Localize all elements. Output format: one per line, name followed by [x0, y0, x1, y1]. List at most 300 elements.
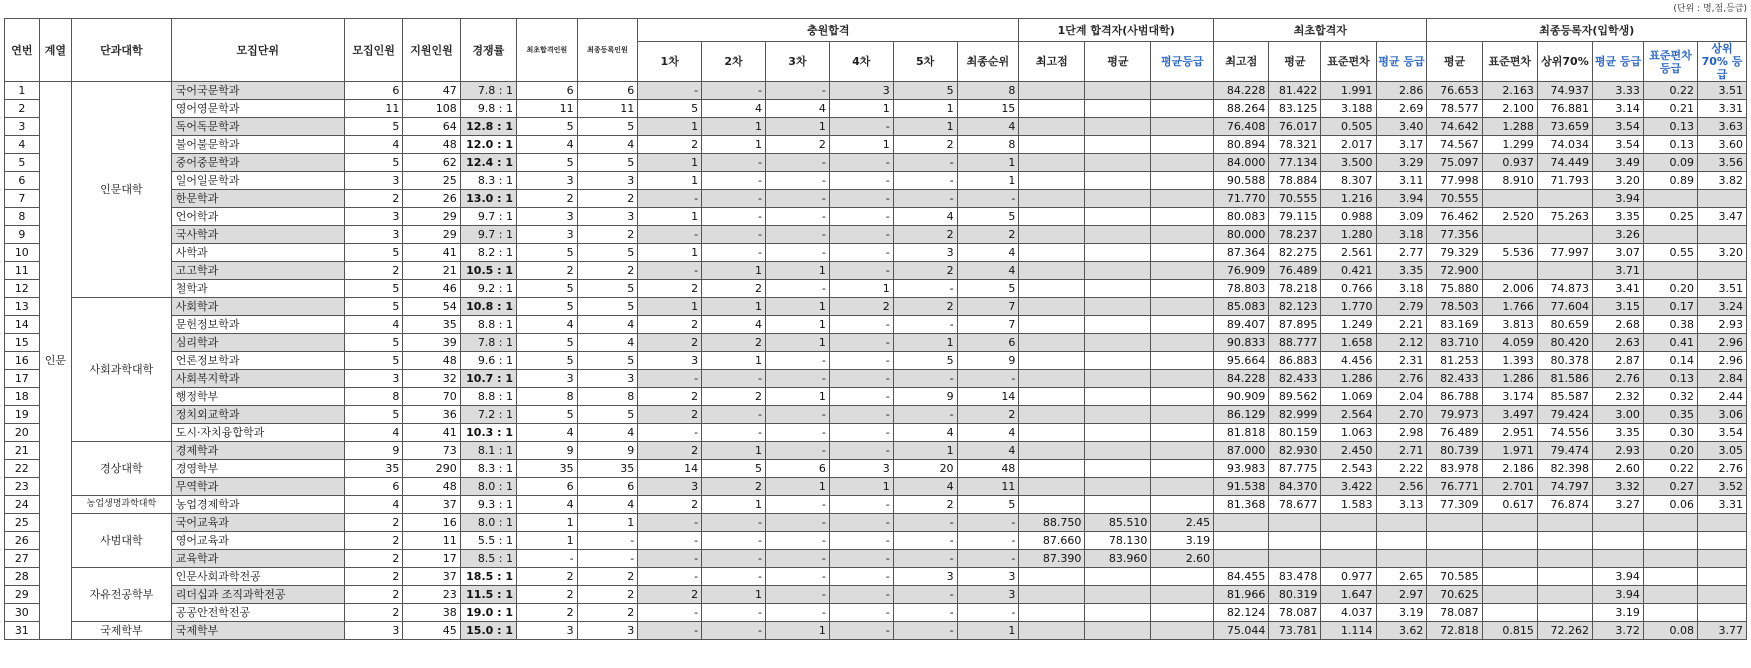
- f-p70-grade: 3.77: [1698, 622, 1747, 640]
- f-std-grade: 0.13: [1643, 118, 1697, 136]
- supp-4: -: [829, 406, 893, 424]
- supp-final: 9: [957, 352, 1019, 370]
- applicants: 47: [403, 82, 460, 100]
- supp-final: 3: [957, 568, 1019, 586]
- s1-max: [1019, 424, 1085, 442]
- i-grade: 3.19: [1376, 604, 1427, 622]
- header-s1-grade: 평균등급: [1151, 42, 1214, 82]
- i-std: [1321, 550, 1376, 568]
- supp-3: 1: [765, 298, 829, 316]
- supp-final: 4: [957, 424, 1019, 442]
- applicants: 54: [403, 298, 460, 316]
- s1-grade: [1151, 370, 1214, 388]
- applicants: 73: [403, 442, 460, 460]
- f-std: 4.059: [1482, 334, 1537, 352]
- i-grade: [1376, 532, 1427, 550]
- s1-grade: [1151, 586, 1214, 604]
- s1-max: [1019, 82, 1085, 100]
- final-reg: 4: [577, 496, 638, 514]
- f-avg: 78.503: [1427, 298, 1482, 316]
- i-max: 84.000: [1214, 154, 1269, 172]
- row-no: 8: [5, 208, 40, 226]
- s1-avg: [1085, 316, 1151, 334]
- supp-final: 3: [957, 586, 1019, 604]
- i-std: 1.286: [1321, 370, 1376, 388]
- applicants: 108: [403, 100, 460, 118]
- supp-4: -: [829, 586, 893, 604]
- f-std-grade: 0.35: [1643, 406, 1697, 424]
- header-supp-1: 1차: [638, 42, 702, 82]
- i-max: 90.909: [1214, 388, 1269, 406]
- row-no: 14: [5, 316, 40, 334]
- f-p70: 74.034: [1537, 136, 1592, 154]
- row-no: 22: [5, 460, 40, 478]
- supp-5: 2: [893, 298, 957, 316]
- table-row: [5, 370, 1747, 388]
- f-grade: 3.26: [1593, 226, 1644, 244]
- i-avg: 78.237: [1269, 226, 1321, 244]
- college-label: 농업생명과학대학: [72, 496, 172, 514]
- dept-name: 사학과: [171, 244, 344, 262]
- applicants: 29: [403, 226, 460, 244]
- quota: 5: [344, 118, 402, 136]
- supp-3: -: [765, 550, 829, 568]
- f-grade: 3.27: [1593, 496, 1644, 514]
- dept-name: 영어영문학과: [171, 100, 344, 118]
- i-grade: [1376, 514, 1427, 532]
- row-no: 27: [5, 550, 40, 568]
- supp-5: 2: [893, 496, 957, 514]
- s1-avg: [1085, 82, 1151, 100]
- i-std: 3.188: [1321, 100, 1376, 118]
- first-pass: 3: [517, 370, 578, 388]
- f-p70: 80.659: [1537, 316, 1592, 334]
- i-grade: 3.11: [1376, 172, 1427, 190]
- supp-1: 2: [638, 316, 702, 334]
- supp-3: 1: [765, 478, 829, 496]
- first-pass: 3: [517, 208, 578, 226]
- applicants: 46: [403, 280, 460, 298]
- supp-2: 2: [702, 388, 766, 406]
- first-pass: 8: [517, 388, 578, 406]
- supp-4: 1: [829, 100, 893, 118]
- s1-avg: [1085, 388, 1151, 406]
- header-init: 최초합격자: [1214, 19, 1427, 42]
- table-row: [5, 280, 1747, 298]
- f-std: 0.815: [1482, 622, 1537, 640]
- i-grade: 2.56: [1376, 478, 1427, 496]
- s1-grade: [1151, 406, 1214, 424]
- quota: 5: [344, 298, 402, 316]
- supp-3: 1: [765, 388, 829, 406]
- f-p70: 73.659: [1537, 118, 1592, 136]
- row-no: 30: [5, 604, 40, 622]
- f-avg: 70.585: [1427, 568, 1482, 586]
- i-avg: 86.883: [1269, 352, 1321, 370]
- row-no: 10: [5, 244, 40, 262]
- supp-2: -: [702, 208, 766, 226]
- i-max: 80.083: [1214, 208, 1269, 226]
- f-p70: [1537, 514, 1592, 532]
- f-std-grade: 0.20: [1643, 442, 1697, 460]
- f-std-grade: [1643, 190, 1697, 208]
- supp-4: -: [829, 262, 893, 280]
- f-p70-grade: [1698, 514, 1747, 532]
- f-p70: [1537, 532, 1592, 550]
- s1-max: [1019, 406, 1085, 424]
- table-row: [5, 460, 1747, 478]
- ratio: 8.5 : 1: [460, 550, 516, 568]
- supp-1: -: [638, 604, 702, 622]
- college-label: 인문대학: [72, 82, 172, 298]
- supp-4: -: [829, 514, 893, 532]
- supp-2: -: [702, 154, 766, 172]
- f-std-grade: [1643, 604, 1697, 622]
- supp-1: -: [638, 262, 702, 280]
- f-grade: [1593, 514, 1644, 532]
- supp-5: 1: [893, 442, 957, 460]
- s1-avg: [1085, 226, 1151, 244]
- applicants: 21: [403, 262, 460, 280]
- supp-3: -: [765, 424, 829, 442]
- s1-grade: [1151, 298, 1214, 316]
- f-p70-grade: [1698, 190, 1747, 208]
- dept-name: 농업경제학과: [171, 496, 344, 514]
- supp-5: -: [893, 604, 957, 622]
- f-avg: 83.710: [1427, 334, 1482, 352]
- row-no: 7: [5, 190, 40, 208]
- supp-4: -: [829, 496, 893, 514]
- header-f-avg: 평균: [1427, 42, 1482, 82]
- supp-3: 2: [765, 136, 829, 154]
- supp-2: 1: [702, 352, 766, 370]
- supp-5: -: [893, 550, 957, 568]
- first-pass: 1: [517, 532, 578, 550]
- dept-name: 도시·자치융합학과: [171, 424, 344, 442]
- applicants: 41: [403, 424, 460, 442]
- f-std-grade: 0.38: [1643, 316, 1697, 334]
- s1-grade: [1151, 262, 1214, 280]
- first-pass: 4: [517, 316, 578, 334]
- ratio: 10.5 : 1: [460, 262, 516, 280]
- i-avg: 83.125: [1269, 100, 1321, 118]
- s1-avg: [1085, 568, 1151, 586]
- supp-3: -: [765, 496, 829, 514]
- final-reg: 2: [577, 226, 638, 244]
- quota: 3: [344, 370, 402, 388]
- supp-final: 2: [957, 226, 1019, 244]
- final-reg: 5: [577, 298, 638, 316]
- supp-1: -: [638, 622, 702, 640]
- final-reg: 6: [577, 82, 638, 100]
- f-std-grade: [1643, 586, 1697, 604]
- i-std: 3.500: [1321, 154, 1376, 172]
- s1-avg: [1085, 406, 1151, 424]
- f-std: 5.536: [1482, 244, 1537, 262]
- supp-3: -: [765, 568, 829, 586]
- final-reg: 5: [577, 280, 638, 298]
- final-reg: 3: [577, 622, 638, 640]
- f-p70-grade: 3.31: [1698, 496, 1747, 514]
- applicants: 23: [403, 586, 460, 604]
- s1-avg: [1085, 460, 1151, 478]
- supp-3: -: [765, 226, 829, 244]
- supp-4: -: [829, 316, 893, 334]
- quota: 6: [344, 478, 402, 496]
- supp-2: 1: [702, 136, 766, 154]
- s1-avg: 78.130: [1085, 532, 1151, 550]
- s1-grade: [1151, 208, 1214, 226]
- i-max: 75.044: [1214, 622, 1269, 640]
- table-row: [5, 424, 1747, 442]
- f-grade: 3.35: [1593, 208, 1644, 226]
- supp-5: 1: [893, 334, 957, 352]
- s1-grade: 3.19: [1151, 532, 1214, 550]
- final-reg: 3: [577, 172, 638, 190]
- supp-5: 2: [893, 136, 957, 154]
- i-grade: 2.31: [1376, 352, 1427, 370]
- f-grade: 3.19: [1593, 604, 1644, 622]
- f-p70-grade: [1698, 226, 1747, 244]
- dept-name: 사회학과: [171, 298, 344, 316]
- ratio: 12.4 : 1: [460, 154, 516, 172]
- supp-3: 1: [765, 262, 829, 280]
- supp-2: 2: [702, 334, 766, 352]
- college-label: 사회과학대학: [72, 298, 172, 442]
- s1-avg: [1085, 622, 1151, 640]
- supp-5: -: [893, 622, 957, 640]
- first-pass: 3: [517, 172, 578, 190]
- f-grade: 3.00: [1593, 406, 1644, 424]
- f-grade: 3.71: [1593, 262, 1644, 280]
- s1-max: [1019, 208, 1085, 226]
- f-std: [1482, 568, 1537, 586]
- supp-5: 3: [893, 244, 957, 262]
- first-pass: 5: [517, 118, 578, 136]
- f-std-grade: 0.32: [1643, 388, 1697, 406]
- i-grade: 3.18: [1376, 226, 1427, 244]
- f-std: 3.174: [1482, 388, 1537, 406]
- f-std: 1.299: [1482, 136, 1537, 154]
- i-avg: 76.017: [1269, 118, 1321, 136]
- row-no: 24: [5, 496, 40, 514]
- supp-4: -: [829, 424, 893, 442]
- dept-name: 일어일문학과: [171, 172, 344, 190]
- final-reg: 2: [577, 604, 638, 622]
- f-std-grade: 0.22: [1643, 82, 1697, 100]
- i-avg: 70.555: [1269, 190, 1321, 208]
- i-std: 4.037: [1321, 604, 1376, 622]
- supp-5: -: [893, 280, 957, 298]
- supp-1: 1: [638, 172, 702, 190]
- table-row: [5, 226, 1747, 244]
- f-grade: 3.72: [1593, 622, 1644, 640]
- s1-grade: 2.60: [1151, 550, 1214, 568]
- f-std-grade: [1643, 262, 1697, 280]
- f-grade: 3.94: [1593, 586, 1644, 604]
- first-pass: 5: [517, 298, 578, 316]
- i-avg: 77.134: [1269, 154, 1321, 172]
- f-avg: 70.625: [1427, 586, 1482, 604]
- i-std: 0.977: [1321, 568, 1376, 586]
- first-pass: 35: [517, 460, 578, 478]
- s1-max: [1019, 352, 1085, 370]
- f-std: 2.520: [1482, 208, 1537, 226]
- f-p70-grade: 3.20: [1698, 244, 1747, 262]
- table-row: [5, 136, 1747, 154]
- f-p70-grade: 2.76: [1698, 460, 1747, 478]
- header-f-std: 표준편차: [1482, 42, 1537, 82]
- i-max: 85.083: [1214, 298, 1269, 316]
- ratio: 12.0 : 1: [460, 136, 516, 154]
- f-p70-grade: 2.93: [1698, 316, 1747, 334]
- supp-5: 2: [893, 262, 957, 280]
- i-std: 0.988: [1321, 208, 1376, 226]
- row-no: 11: [5, 262, 40, 280]
- dept-name: 국제학부: [171, 622, 344, 640]
- s1-max: [1019, 244, 1085, 262]
- dept-name: 불어불문학과: [171, 136, 344, 154]
- f-grade: 3.07: [1593, 244, 1644, 262]
- table-row: [5, 622, 1747, 640]
- i-std: 0.505: [1321, 118, 1376, 136]
- header-ratio: 경쟁률: [460, 19, 516, 82]
- final-reg: 9: [577, 442, 638, 460]
- f-std: [1482, 190, 1537, 208]
- i-std: 1.991: [1321, 82, 1376, 100]
- f-std: 1.288: [1482, 118, 1537, 136]
- ratio: 18.5 : 1: [460, 568, 516, 586]
- f-grade: 3.35: [1593, 424, 1644, 442]
- final-reg: 6: [577, 478, 638, 496]
- s1-grade: [1151, 388, 1214, 406]
- f-std-grade: 0.14: [1643, 352, 1697, 370]
- f-p70-grade: 3.24: [1698, 298, 1747, 316]
- i-max: 81.966: [1214, 586, 1269, 604]
- f-avg: 78.087: [1427, 604, 1482, 622]
- supp-3: -: [765, 370, 829, 388]
- i-std: 1.770: [1321, 298, 1376, 316]
- f-std: 0.617: [1482, 496, 1537, 514]
- f-avg: 75.097: [1427, 154, 1482, 172]
- f-p70-grade: 3.52: [1698, 478, 1747, 496]
- supp-4: -: [829, 532, 893, 550]
- first-pass: 1: [517, 514, 578, 532]
- row-no: 31: [5, 622, 40, 640]
- s1-avg: [1085, 334, 1151, 352]
- supp-1: 1: [638, 208, 702, 226]
- row-no: 5: [5, 154, 40, 172]
- dept-name: 한문학과: [171, 190, 344, 208]
- row-no: 2: [5, 100, 40, 118]
- first-pass: 4: [517, 136, 578, 154]
- i-grade: 2.79: [1376, 298, 1427, 316]
- first-pass: 2: [517, 190, 578, 208]
- table-row: [5, 406, 1747, 424]
- s1-max: [1019, 280, 1085, 298]
- quota: 5: [344, 154, 402, 172]
- i-grade: 3.40: [1376, 118, 1427, 136]
- dept-name: 경제학과: [171, 442, 344, 460]
- supp-1: 14: [638, 460, 702, 478]
- table-row: [5, 604, 1747, 622]
- supp-1: -: [638, 550, 702, 568]
- i-avg: 80.159: [1269, 424, 1321, 442]
- i-grade: 2.97: [1376, 586, 1427, 604]
- s1-grade: [1151, 244, 1214, 262]
- supp-1: 5: [638, 100, 702, 118]
- quota: 4: [344, 136, 402, 154]
- f-avg: 76.489: [1427, 424, 1482, 442]
- first-pass: 5: [517, 244, 578, 262]
- supp-4: -: [829, 604, 893, 622]
- i-grade: 2.70: [1376, 406, 1427, 424]
- supp-2: 1: [702, 262, 766, 280]
- supp-5: -: [893, 514, 957, 532]
- header-final-reg: 최종등록인원: [577, 19, 638, 82]
- i-grade: 3.29: [1376, 154, 1427, 172]
- f-std: 3.813: [1482, 316, 1537, 334]
- quota: 11: [344, 100, 402, 118]
- supp-4: -: [829, 352, 893, 370]
- s1-grade: [1151, 460, 1214, 478]
- i-max: 89.407: [1214, 316, 1269, 334]
- supp-4: -: [829, 388, 893, 406]
- i-max: 80.000: [1214, 226, 1269, 244]
- supp-2: -: [702, 244, 766, 262]
- header-supp: 충원합격: [638, 19, 1019, 42]
- supp-5: 3: [893, 568, 957, 586]
- supp-2: -: [702, 190, 766, 208]
- table-row: [5, 496, 1747, 514]
- i-std: 1.583: [1321, 496, 1376, 514]
- supp-3: 1: [765, 622, 829, 640]
- f-std: [1482, 514, 1537, 532]
- supp-2: -: [702, 424, 766, 442]
- first-pass: 5: [517, 280, 578, 298]
- f-p70-grade: [1698, 568, 1747, 586]
- row-no: 1: [5, 82, 40, 100]
- i-grade: 2.22: [1376, 460, 1427, 478]
- f-std: [1482, 550, 1537, 568]
- s1-grade: [1151, 622, 1214, 640]
- f-p70: [1537, 604, 1592, 622]
- f-std-grade: 0.27: [1643, 478, 1697, 496]
- supp-5: -: [893, 154, 957, 172]
- i-avg: 81.422: [1269, 82, 1321, 100]
- f-grade: 3.33: [1593, 82, 1644, 100]
- i-std: [1321, 532, 1376, 550]
- supp-5: 2: [893, 226, 957, 244]
- i-avg: 82.275: [1269, 244, 1321, 262]
- supp-final: 7: [957, 316, 1019, 334]
- f-avg: [1427, 532, 1482, 550]
- s1-max: [1019, 460, 1085, 478]
- i-grade: 2.76: [1376, 370, 1427, 388]
- supp-final: 8: [957, 136, 1019, 154]
- ratio: 8.0 : 1: [460, 478, 516, 496]
- dept-name: 언어학과: [171, 208, 344, 226]
- header-f-grade: 평균 등급: [1593, 42, 1644, 82]
- f-p70-grade: 3.56: [1698, 154, 1747, 172]
- i-std: 1.069: [1321, 388, 1376, 406]
- i-avg: 78.087: [1269, 604, 1321, 622]
- supp-1: 2: [638, 388, 702, 406]
- f-avg: 83.169: [1427, 316, 1482, 334]
- applicants: 38: [403, 604, 460, 622]
- i-std: 1.280: [1321, 226, 1376, 244]
- f-avg: 79.973: [1427, 406, 1482, 424]
